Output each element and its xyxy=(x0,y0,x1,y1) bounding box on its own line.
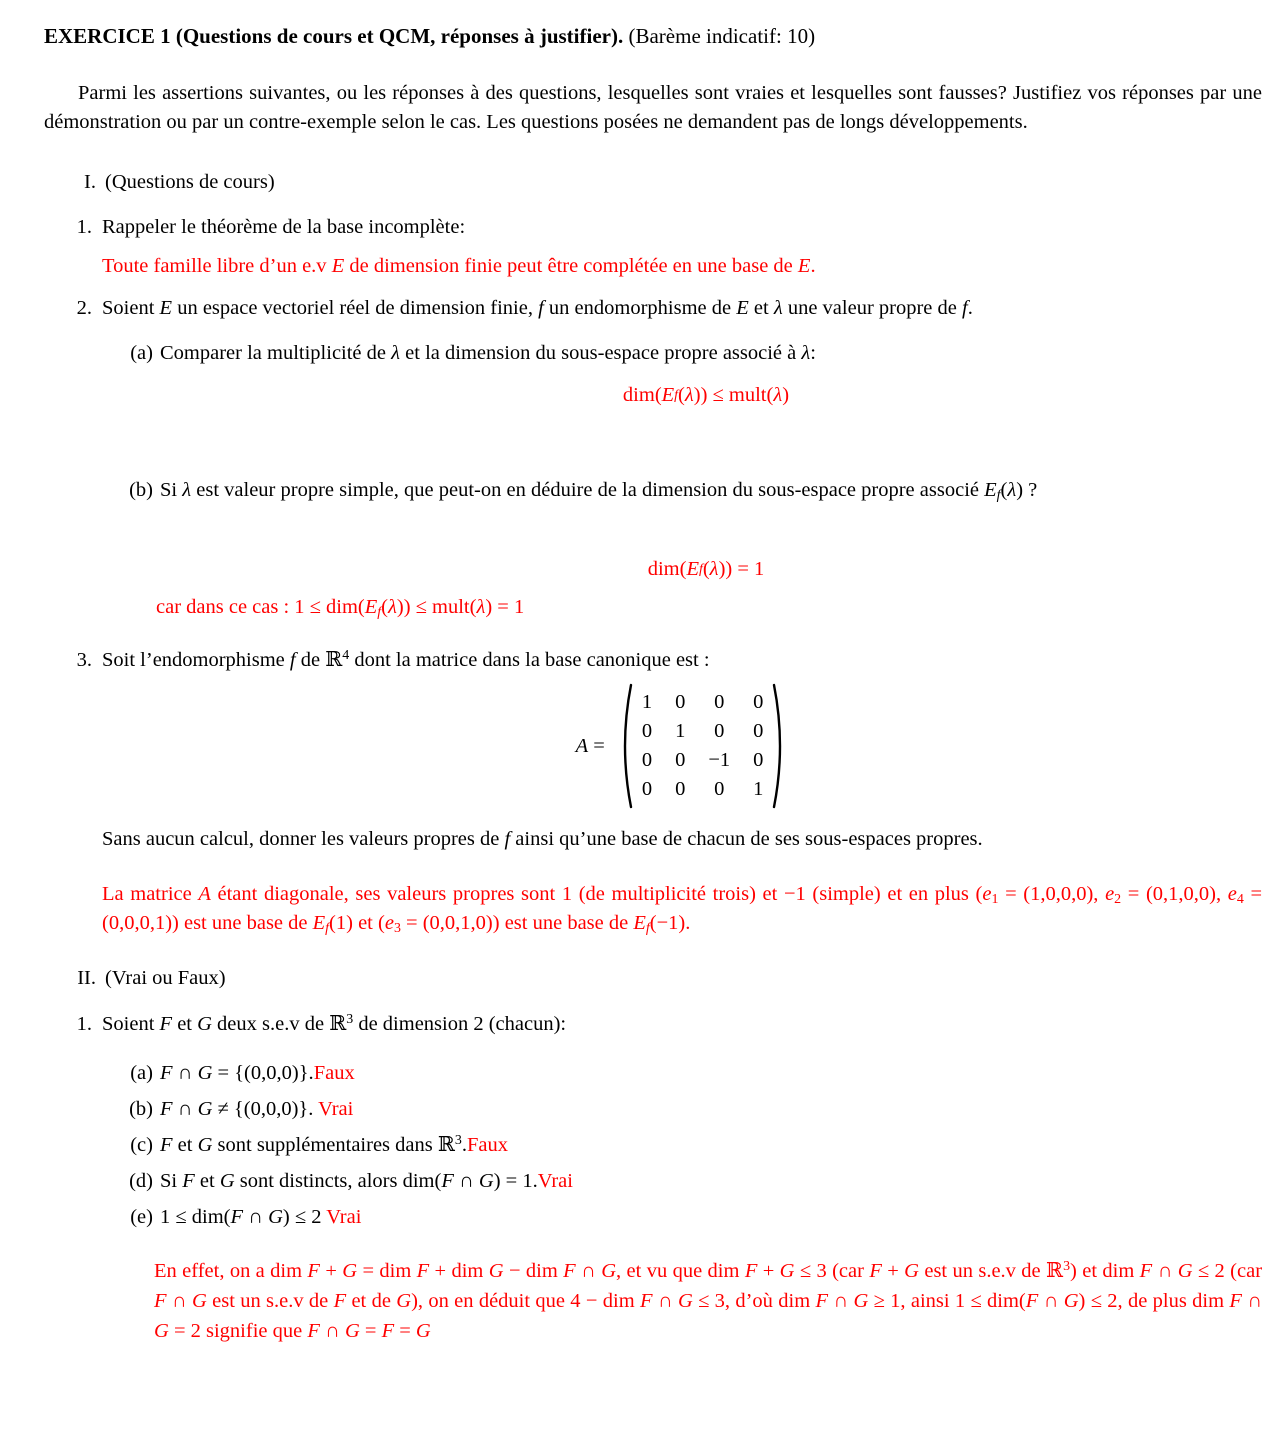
truefalse-item-b-text: F ∩ G ≠ {(0,0,0)}. Vrai xyxy=(160,1098,354,1120)
section-1-title: (Questions de cours) xyxy=(105,171,275,193)
matrix-cell: 0 xyxy=(714,691,725,713)
matrix-cell: 0 xyxy=(675,749,686,771)
matrix-cell: 0 xyxy=(641,720,653,742)
matrix-label: A = xyxy=(575,734,605,757)
section-1-heading xyxy=(44,168,1262,197)
matrix-right-paren xyxy=(772,683,788,809)
formula-dim-leq-mult: dim( E f ( λ )) ≤ mult( λ ) xyxy=(622,384,790,406)
matrix-cell: 1 xyxy=(675,720,686,742)
truefalse-item-d xyxy=(115,1167,1262,1196)
truefalse-item-c xyxy=(115,1131,1262,1160)
exercise-title xyxy=(44,22,1262,51)
matrix-display xyxy=(102,683,1262,809)
section-2-number: II. xyxy=(77,967,96,989)
matrix-cell: 0 xyxy=(753,749,764,771)
final-justification-paragraph: En effet, on a dim F + G = dim F + dim G − dim F ∩ G, et vu que dim F + G ≤ 3 (car F + G est un s.e.v de ℝ$^3$) et dim F ∩ G ≤ 2 (car F ∩ G est un s.e.v de F et de G), on en déduit que 4 − dim F ∩ G ≤ 3, d’où dim F ∩ G ≥ 1, ainsi 1 ≤ dim(F ∩ G) ≤ 2, de plus dim F ∩ G = 2 signifie que F ∩ G = F = G xyxy=(154,1259,1263,1342)
question-2-text: Soient E un espace vectoriel réel de dimension finie, f un endomorphisme de E et λ une valeur propre de f. xyxy=(102,297,973,319)
question-2 xyxy=(44,294,1262,323)
question-ii-1-number: 1. xyxy=(76,1013,92,1035)
question-3-number: 3. xyxy=(76,649,92,671)
question-1-number: 1. xyxy=(76,216,92,238)
truefalse-item-d-number: (d) xyxy=(129,1170,153,1192)
question-2a-text: Comparer la multiplicité de λ et la dimension du sous-espace propre associé à λ: xyxy=(160,342,816,364)
question-2b-number: (b) xyxy=(129,479,153,501)
truefalse-item-e-text: 1 ≤ dim(F ∩ G) ≤ 2 Vrai xyxy=(160,1206,362,1228)
matrix-cell: 0 xyxy=(641,778,653,800)
truefalse-item-c-text: F et G sont supplémentaires dans ℝ$^3$.Faux xyxy=(160,1133,508,1156)
matrix-cell: 0 xyxy=(714,778,725,800)
section-2-title: (Vrai ou Faux) xyxy=(105,967,226,989)
question-1 xyxy=(44,213,1262,242)
truefalse-item-b-number: (b) xyxy=(129,1098,153,1120)
truefalse-item-e-number: (e) xyxy=(130,1206,153,1228)
question-3-text: Soit l’endomorphisme f de ℝ$^4$ dont la matrice dans la base canonique est : xyxy=(102,648,710,671)
question-3-followup: Sans aucun calcul, donner les valeurs propres de f ainsi qu’une base de chacun de ses sous-espaces propres. xyxy=(102,828,983,850)
truefalse-item-c-number: (c) xyxy=(130,1134,153,1156)
question-2b-text: Si λ est valeur propre simple, que peut-on en déduire de la dimension du sous-espace propre associé Ef(λ) ? xyxy=(160,479,1038,504)
question-2b xyxy=(115,476,1262,505)
matrix-cell: 1 xyxy=(641,691,653,713)
question-2a-number: (a) xyxy=(130,342,153,364)
formula-dim-eq-1: dim( E f ( λ )) = 1 xyxy=(647,558,765,580)
exercise-title-bold: EXERCICE 1 (Questions de cours et QCM, réponses à justifier). xyxy=(44,24,624,48)
question-2-number: 2. xyxy=(76,297,92,319)
truefalse-item-b xyxy=(115,1095,1262,1124)
matrix-cell: 0 xyxy=(641,749,653,771)
matrix-left-paren xyxy=(617,683,633,809)
answer-2b-note: car dans ce cas : 1 ≤ dim(Ef(λ)) ≤ mult(λ) = 1 xyxy=(156,596,525,621)
answer-3-text: La matrice A étant diagonale, ses valeurs propres sont 1 (de multiplicité trois) et −1 (simple) et en plus (e1 = (1,0,0,0), e2 = (0,1,0,0), e4 = (0,0,0,1)) est une base de Ef(1) et (e3 = (0,0,1,0)) est une base de Ef(−1). xyxy=(102,883,1263,937)
truefalse-item-a-number: (a) xyxy=(130,1062,153,1084)
truefalse-item-a-text: F ∩ G = {(0,0,0)}.Faux xyxy=(160,1062,355,1084)
matrix-cell: −1 xyxy=(708,749,731,771)
question-2a xyxy=(115,339,1262,368)
matrix-cell: 0 xyxy=(753,691,764,713)
matrix-grid xyxy=(633,688,773,804)
matrix-cell: 0 xyxy=(714,720,725,742)
section-2-heading xyxy=(44,964,1262,993)
answer-1-text: Toute famille libre d’un e.v E de dimension finie peut être complétée en une base de E. xyxy=(102,255,816,277)
truefalse-item-a xyxy=(115,1059,1262,1088)
truefalse-item-d-text: Si F et G sont distincts, alors dim(F ∩ G) = 1.Vrai xyxy=(160,1170,573,1192)
question-3 xyxy=(44,646,1262,675)
question-ii-1-text: Soient F et G deux s.e.v de ℝ$^3$ de dimension 2 (chacun): xyxy=(102,1012,567,1035)
matrix-cell: 0 xyxy=(675,778,686,800)
matrix-cell: 0 xyxy=(675,691,686,713)
matrix-cell: 0 xyxy=(753,720,764,742)
exercise-title-note: (Barème indicatif: 10) xyxy=(623,24,816,48)
question-1-text: Rappeler le théorème de la base incomplète: xyxy=(102,216,466,238)
matrix-cell: 1 xyxy=(753,778,764,800)
question-ii-1 xyxy=(44,1010,1262,1039)
section-1-number: I. xyxy=(84,171,96,193)
truefalse-item-e xyxy=(115,1203,1262,1232)
intro-paragraph: Parmi les assertions suivantes, ou les réponses à des questions, lesquelles sont vraies et lesquelles sont fausses? Justifiez vos réponses par une démonstration ou par un contre-exemple selon le cas. Les questions posées ne demandent pas de longs développements. xyxy=(44,82,1262,133)
